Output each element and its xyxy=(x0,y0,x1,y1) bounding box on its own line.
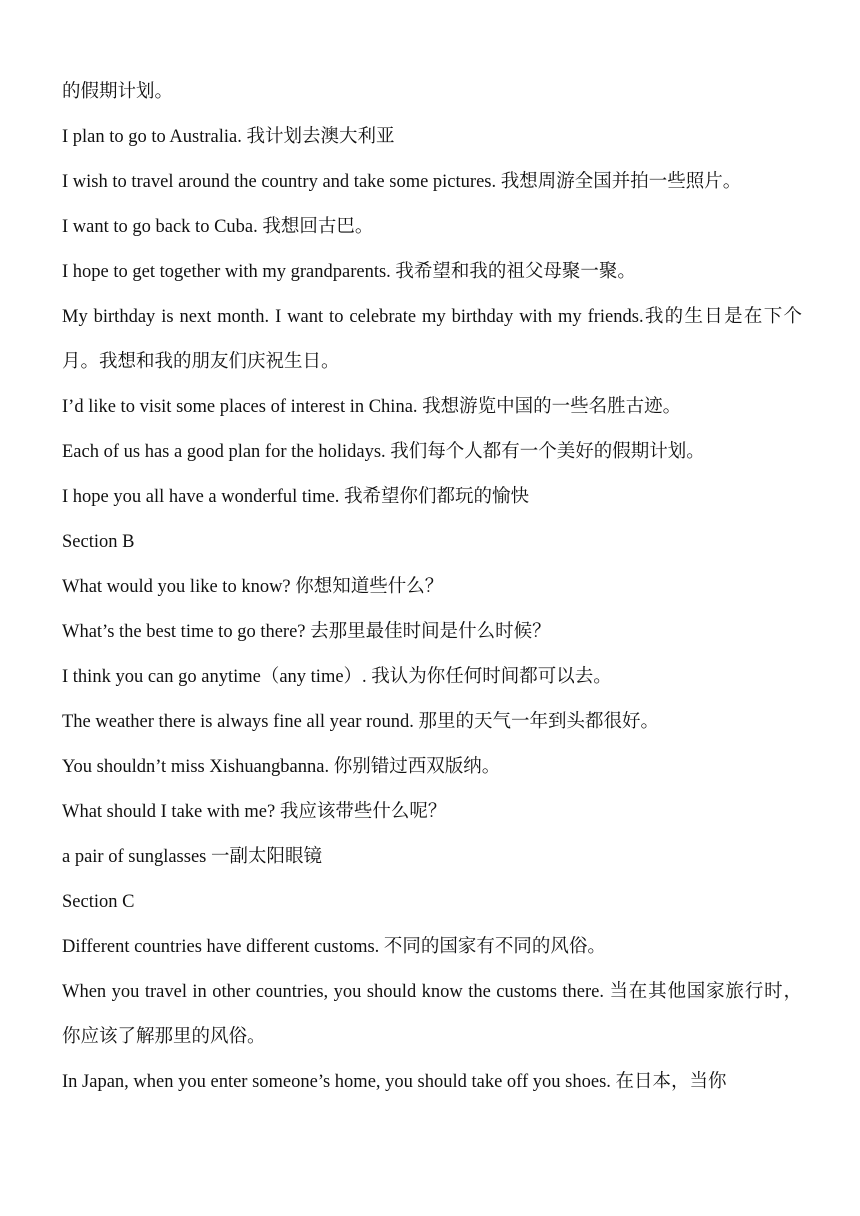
text-line: I hope you all have a wonderful time. 我希望你们都玩的愉快 xyxy=(62,487,530,507)
text-line: a pair of sunglasses 一副太阳眼镜 xyxy=(62,847,322,867)
text-line: When you travel in other countries, you should know the customs there. 当在其他国家旅行时，你应该了解那里的风俗。 xyxy=(62,982,802,1047)
text-line: You shouldn’t miss Xishuangbanna. 你别错过西双版纳。 xyxy=(62,757,501,777)
text-line: I want to go back to Cuba. 我想回古巴。 xyxy=(62,217,374,237)
text-line: My birthday is next month. I want to celebrate my birthday with my friends.我的生日是在下个月。我想和我的朋友们庆祝生日。 xyxy=(62,307,802,372)
text-line: What would you like to know? 你想知道些什么？ xyxy=(62,577,444,597)
text-line: What’s the best time to go there? 去那里最佳时间是什么时候？ xyxy=(62,622,551,642)
document-body xyxy=(62,70,802,1105)
text-line: I think you can go anytime（any time）. 我认为你任何时间都可以去。 xyxy=(62,667,612,687)
section-heading: Section C xyxy=(62,892,135,912)
text-line: The weather there is always fine all year round. 那里的天气一年到头都很好。 xyxy=(62,712,659,732)
text-line: What should I take with me? 我应该带些什么呢？ xyxy=(62,802,447,822)
text-line: I hope to get together with my grandparents. 我希望和我的祖父母聚一聚。 xyxy=(62,262,636,282)
text-line: Different countries have different customs. 不同的国家有不同的风俗。 xyxy=(62,937,606,957)
text-line: 的假期计划。 xyxy=(62,82,174,102)
text-line: I wish to travel around the country and take some pictures. 我想周游全国并拍一些照片。 xyxy=(62,172,742,192)
text-line: In Japan, when you enter someone’s home, you should take off you shoes. 在日本，当你 xyxy=(62,1072,727,1092)
text-line: I plan to go to Australia. 我计划去澳大利亚 xyxy=(62,127,395,147)
text-line: Each of us has a good plan for the holidays. 我们每个人都有一个美好的假期计划。 xyxy=(62,442,705,462)
section-heading: Section B xyxy=(62,532,135,552)
text-line: I’d like to visit some places of interest in China. 我想游览中国的一些名胜古迹。 xyxy=(62,397,682,417)
